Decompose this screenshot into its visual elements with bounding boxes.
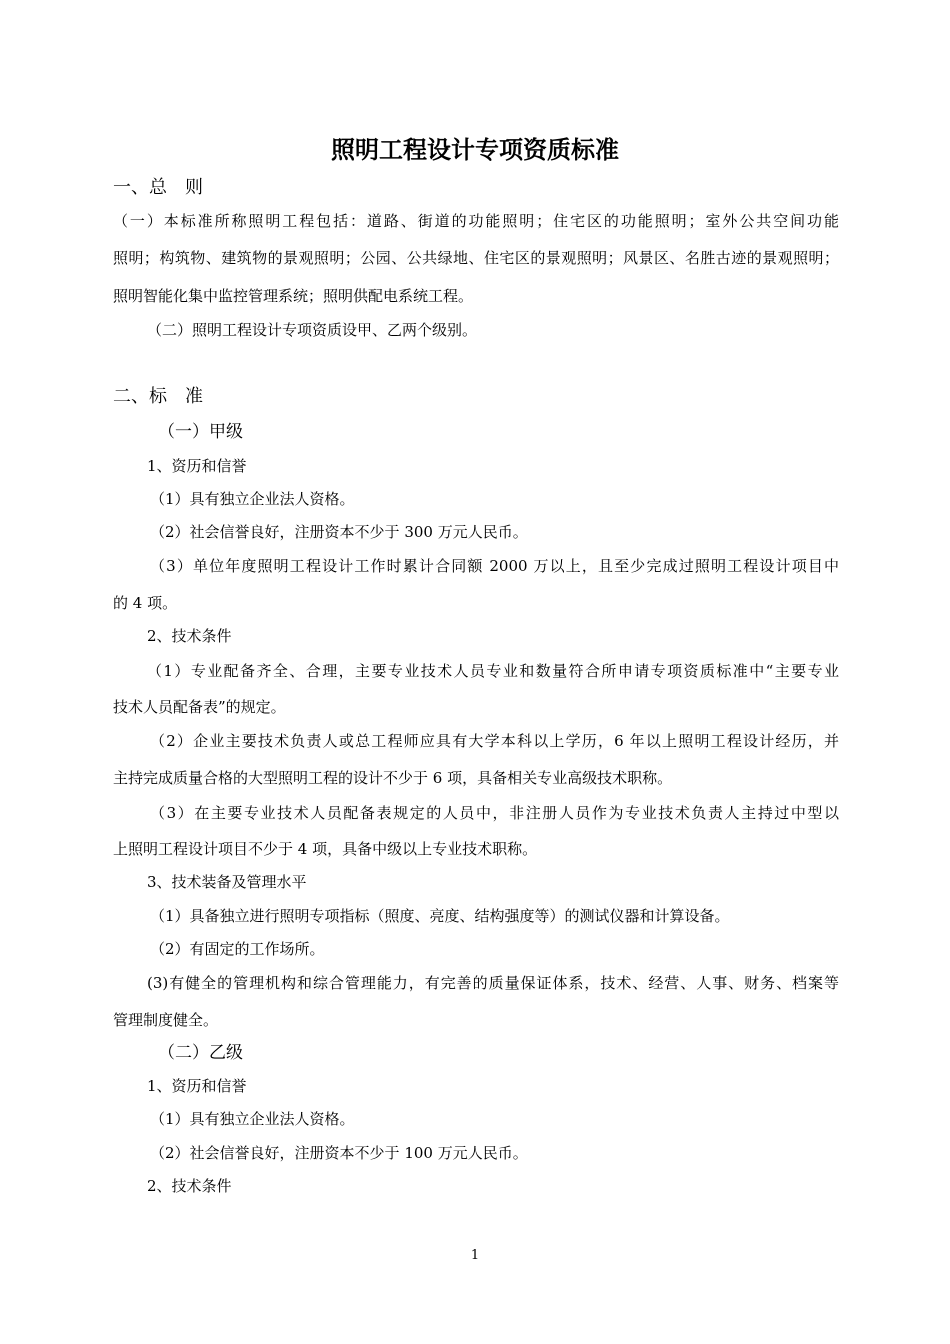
- list-item-continuation: 管理制度健全。: [113, 1011, 219, 1029]
- list-item-continuation: 上照明工程设计项目不少于 4 项，具备中级以上专业技术职称。: [113, 840, 538, 858]
- subsection-heading: 2、技术条件: [147, 627, 232, 645]
- document-title: 照明工程设计专项资质标准: [331, 136, 619, 164]
- list-item: （2）社会信誉良好，注册资本不少于 100 万元人民币。: [150, 1144, 528, 1162]
- grade-b-heading: （二）乙级: [158, 1043, 243, 1063]
- list-item: （2）有固定的工作场所。: [150, 940, 325, 958]
- paragraph-line: （二）照明工程设计专项资质设甲、乙两个级别。: [147, 321, 478, 339]
- list-item: （2）社会信誉良好，注册资本不少于 300 万元人民币。: [150, 523, 528, 541]
- page-number: 1: [470, 1248, 480, 1263]
- section-heading-standards: 二、标 准: [113, 386, 203, 407]
- list-item: （1）具有独立企业法人资格。: [150, 1110, 355, 1128]
- list-item: （1）专业配备齐全、合理，主要专业技术人员专业和数量符合所申请专项资质标准中“主要专业: [147, 662, 839, 680]
- paragraph-line: （一）本标准所称照明工程包括：道路、街道的功能照明；住宅区的功能照明；室外公共空间功能: [113, 212, 839, 230]
- list-item: （1）具有独立企业法人资格。: [150, 490, 355, 508]
- list-item: （2）企业主要技术负责人或总工程师应具有大学本科以上学历，6 年以上照明工程设计经历，并: [150, 732, 839, 750]
- paragraph-line: 照明；构筑物、建筑物的景观照明；公园、公共绿地、住宅区的景观照明；风景区、名胜古迹的景观照明；: [113, 249, 839, 267]
- list-item: （3）在主要专业技术人员配备表规定的人员中，非注册人员作为专业技术负责人主持过中型以: [150, 804, 839, 822]
- paragraph-line: 照明智能化集中监控管理系统；照明供配电系统工程。: [113, 287, 474, 305]
- list-item-continuation: 技术人员配备表”的规定。: [113, 698, 286, 716]
- grade-a-heading: （一）甲级: [158, 422, 243, 442]
- subsection-heading: 1、资历和信誉: [147, 1077, 247, 1095]
- subsection-heading: 3、技术装备及管理水平: [147, 873, 307, 891]
- list-item-continuation: 主持完成质量合格的大型照明工程的设计不少于 6 项，具备相关专业高级技术职称。: [113, 769, 673, 787]
- subsection-heading: 1、资历和信誉: [147, 457, 247, 475]
- subsection-heading: 2、技术条件: [147, 1177, 232, 1195]
- list-item: （1）具备独立进行照明专项指标（照度、亮度、结构强度等）的测试仪器和计算设备。: [150, 907, 730, 925]
- section-heading-general: 一、总 则: [113, 177, 203, 198]
- list-item: (3)有健全的管理机构和综合管理能力，有完善的质量保证体系，技术、经营、人事、财务、档案等: [147, 974, 839, 992]
- list-item: （3）单位年度照明工程设计工作时累计合同额 2000 万以上，且至少完成过照明工程设计项目中: [150, 557, 839, 575]
- list-item-continuation: 的 4 项。: [113, 594, 178, 612]
